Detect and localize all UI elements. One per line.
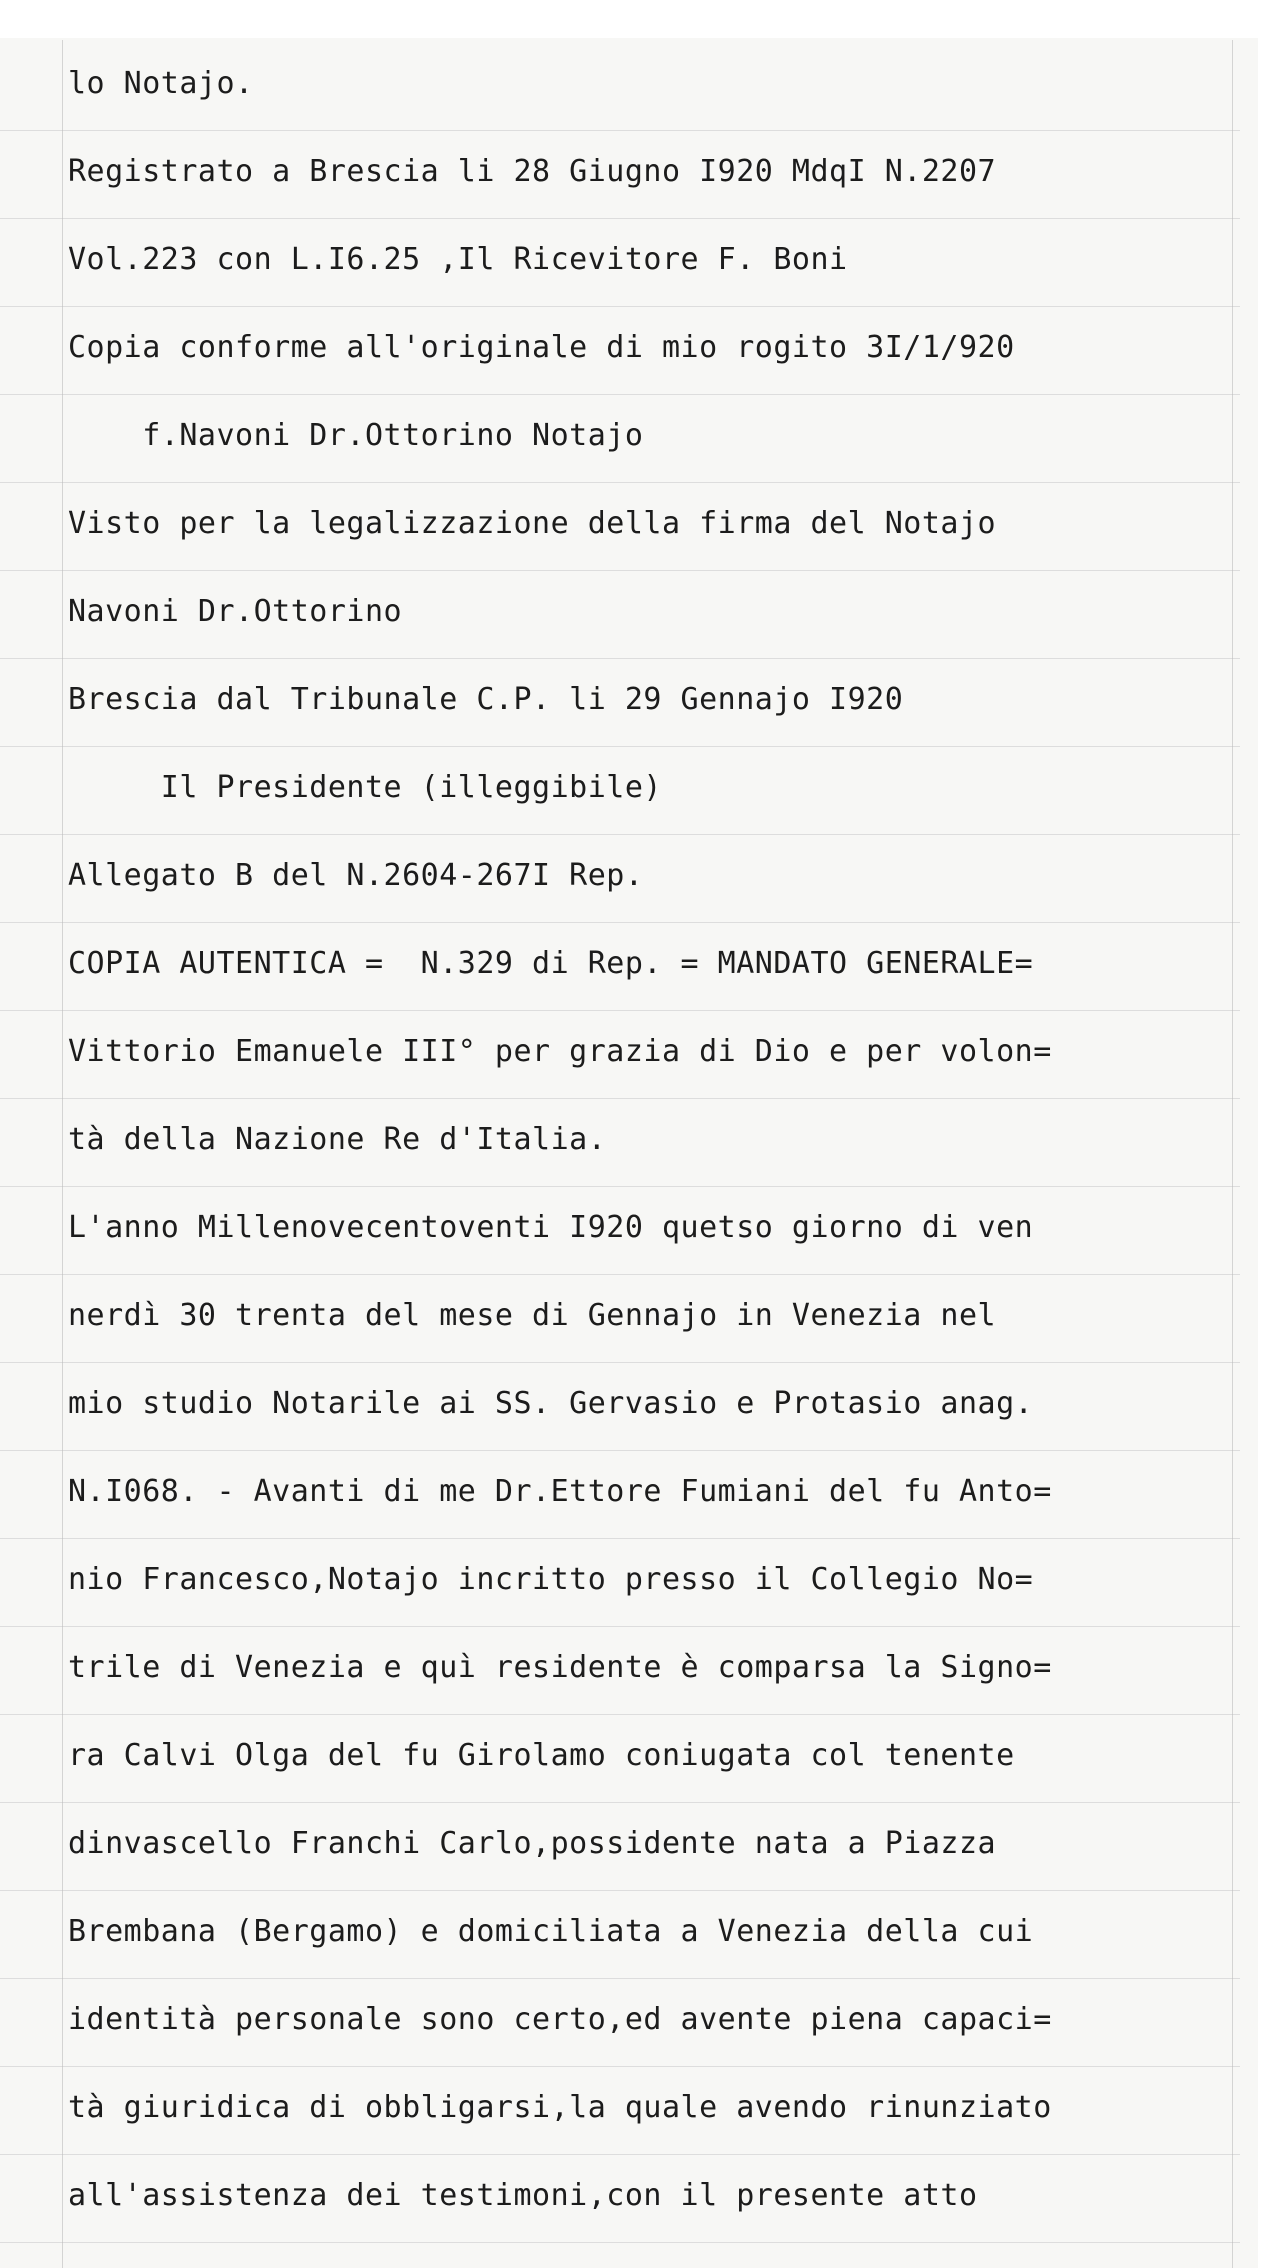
text-line: COPIA AUTENTICA = N.329 di Rep. = MANDATO GENERALE=	[68, 946, 1034, 981]
text-line: f.Navoni Dr.Ottorino Notajo	[68, 418, 644, 453]
text-line: L'anno Millenovecentoventi I920 quetso giorno di ven	[68, 1210, 1034, 1245]
text-line: tà della Nazione Re d'Italia.	[68, 1122, 607, 1157]
typed-text-block	[68, 54, 1248, 2254]
text-line: nio Francesco,Notajo incritto presso il Collegio No=	[68, 1562, 1034, 1597]
text-line: dinvascello Franchi Carlo,possidente nata a Piazza	[68, 1826, 997, 1861]
text-line: identità personale sono certo,ed avente piena capaci=	[68, 2002, 1052, 2037]
text-line: mio studio Notarile ai SS. Gervasio e Protasio anag.	[68, 1386, 1034, 1421]
text-line: Il Presidente (illeggibile)	[68, 770, 662, 805]
text-line: Visto per la legalizzazione della firma del Notajo	[68, 506, 997, 541]
text-line: all'assistenza dei testimoni,con il presente atto	[68, 2178, 978, 2213]
page-top-edge	[0, 0, 1276, 38]
text-line: Brescia dal Tribunale C.P. li 29 Gennajo I920	[68, 682, 904, 717]
text-line: nerdì 30 trenta del mese di Gennajo in Venezia nel	[68, 1298, 997, 1333]
text-line: tà giuridica di obbligarsi,la quale avendo rinunziato	[68, 2090, 1052, 2125]
text-line: ra Calvi Olga del fu Girolamo coniugata col tenente	[68, 1738, 1015, 1773]
text-line: Brembana (Bergamo) e domiciliata a Venezia della cui	[68, 1914, 1034, 1949]
text-line: Allegato B del N.2604-267I Rep.	[68, 858, 644, 893]
text-line: N.I068. - Avanti di me Dr.Ettore Fumiani del fu Anto=	[68, 1474, 1052, 1509]
text-line: Vol.223 con L.I6.25 ,Il Ricevitore F. Boni	[68, 242, 848, 277]
text-line: Copia conforme all'originale di mio rogito 3I/1/920	[68, 330, 1015, 365]
text-line: Navoni Dr.Ottorino	[68, 594, 403, 629]
page-right-edge	[1258, 0, 1276, 2268]
text-line: Vittorio Emanuele III° per grazia di Dio e per volon=	[68, 1034, 1052, 1069]
text-line: trile di Venezia e quì residente è comparsa la Signo=	[68, 1650, 1052, 1685]
left-margin-line	[62, 40, 63, 2268]
text-line: lo Notajo.	[68, 66, 254, 101]
text-line: Registrato a Brescia li 28 Giugno I920 MdqI N.2207	[68, 154, 997, 189]
